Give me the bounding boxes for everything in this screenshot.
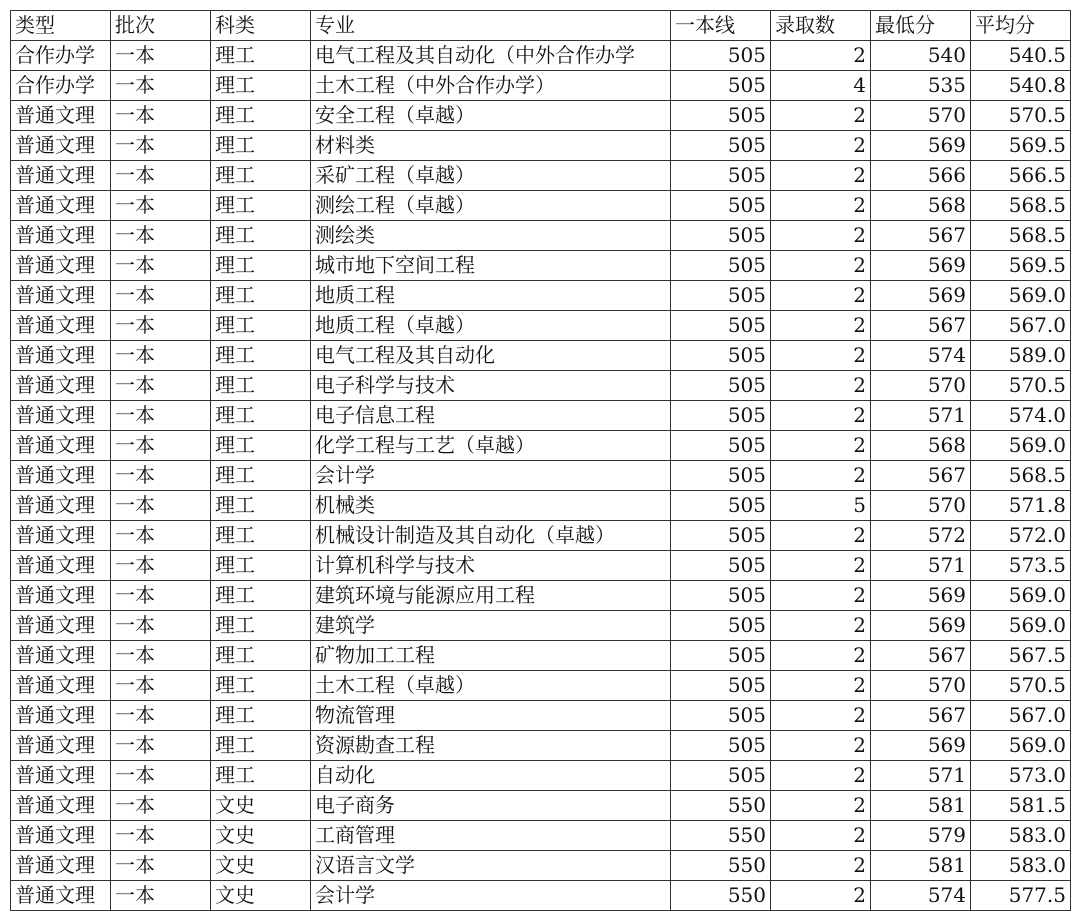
cell-first-tier-line: 505 [671, 221, 771, 251]
cell-admitted-count: 2 [771, 671, 871, 701]
cell-first-tier-line: 505 [671, 161, 771, 191]
cell-avg-score: 567.0 [971, 701, 1071, 731]
cell-first-tier-line: 505 [671, 431, 771, 461]
cell-avg-score: 573.0 [971, 761, 1071, 791]
cell-avg-score: 566.5 [971, 161, 1071, 191]
cell-admitted-count: 2 [771, 371, 871, 401]
cell-batch: 一本 [111, 851, 211, 881]
cell-admitted-count: 2 [771, 191, 871, 221]
cell-major: 自动化 [311, 761, 671, 791]
cell-admitted-count: 2 [771, 41, 871, 71]
cell-major: 电气工程及其自动化（中外合作办学 [311, 41, 671, 71]
header-batch: 批次 [111, 11, 211, 41]
cell-category: 理工 [211, 311, 311, 341]
cell-batch: 一本 [111, 881, 211, 911]
table-row [11, 641, 1071, 671]
cell-avg-score: 540.8 [971, 71, 1071, 101]
cell-category: 理工 [211, 131, 311, 161]
cell-batch: 一本 [111, 341, 211, 371]
cell-batch: 一本 [111, 491, 211, 521]
cell-admitted-count: 2 [771, 851, 871, 881]
cell-first-tier-line: 505 [671, 281, 771, 311]
cell-first-tier-line: 505 [671, 551, 771, 581]
cell-major: 测绘类 [311, 221, 671, 251]
table-row [11, 881, 1071, 911]
cell-avg-score: 581.5 [971, 791, 1071, 821]
cell-category: 理工 [211, 41, 311, 71]
cell-major: 土木工程（卓越） [311, 671, 671, 701]
cell-category: 理工 [211, 401, 311, 431]
cell-category: 理工 [211, 221, 311, 251]
cell-type: 普通文理 [11, 401, 111, 431]
cell-first-tier-line: 505 [671, 641, 771, 671]
cell-batch: 一本 [111, 161, 211, 191]
cell-category: 理工 [211, 491, 311, 521]
cell-avg-score: 570.5 [971, 671, 1071, 701]
cell-batch: 一本 [111, 251, 211, 281]
header-admitted-count: 录取数 [771, 11, 871, 41]
cell-min-score: 567 [871, 311, 971, 341]
cell-min-score: 581 [871, 791, 971, 821]
cell-major: 矿物加工工程 [311, 641, 671, 671]
cell-category: 理工 [211, 701, 311, 731]
cell-type: 普通文理 [11, 461, 111, 491]
cell-admitted-count: 2 [771, 521, 871, 551]
header-first-tier-line: 一本线 [671, 11, 771, 41]
cell-avg-score: 569.0 [971, 731, 1071, 761]
cell-batch: 一本 [111, 131, 211, 161]
cell-first-tier-line: 505 [671, 731, 771, 761]
cell-type: 合作办学 [11, 41, 111, 71]
table-row [11, 191, 1071, 221]
cell-min-score: 572 [871, 521, 971, 551]
table-row [11, 311, 1071, 341]
cell-avg-score: 568.5 [971, 461, 1071, 491]
cell-category: 理工 [211, 101, 311, 131]
cell-type: 普通文理 [11, 431, 111, 461]
table-row [11, 791, 1071, 821]
table-header-row [11, 11, 1071, 41]
cell-admitted-count: 2 [771, 221, 871, 251]
cell-major: 安全工程（卓越） [311, 101, 671, 131]
cell-avg-score: 570.5 [971, 371, 1071, 401]
cell-min-score: 567 [871, 461, 971, 491]
cell-min-score: 570 [871, 101, 971, 131]
table-row [11, 521, 1071, 551]
cell-type: 普通文理 [11, 851, 111, 881]
cell-first-tier-line: 550 [671, 821, 771, 851]
cell-major: 计算机科学与技术 [311, 551, 671, 581]
cell-avg-score: 569.0 [971, 281, 1071, 311]
cell-category: 理工 [211, 191, 311, 221]
cell-min-score: 571 [871, 401, 971, 431]
cell-batch: 一本 [111, 791, 211, 821]
cell-admitted-count: 2 [771, 731, 871, 761]
cell-batch: 一本 [111, 821, 211, 851]
cell-major: 机械类 [311, 491, 671, 521]
table-row [11, 131, 1071, 161]
cell-batch: 一本 [111, 281, 211, 311]
cell-batch: 一本 [111, 581, 211, 611]
table-row [11, 221, 1071, 251]
cell-admitted-count: 2 [771, 401, 871, 431]
cell-first-tier-line: 550 [671, 881, 771, 911]
cell-first-tier-line: 505 [671, 101, 771, 131]
table-row [11, 371, 1071, 401]
cell-major: 地质工程（卓越） [311, 311, 671, 341]
cell-min-score: 567 [871, 701, 971, 731]
table-row [11, 851, 1071, 881]
cell-type: 普通文理 [11, 341, 111, 371]
cell-avg-score: 569.5 [971, 251, 1071, 281]
table-row [11, 431, 1071, 461]
cell-major: 会计学 [311, 461, 671, 491]
cell-type: 普通文理 [11, 791, 111, 821]
cell-admitted-count: 2 [771, 101, 871, 131]
cell-type: 普通文理 [11, 251, 111, 281]
cell-type: 普通文理 [11, 551, 111, 581]
cell-batch: 一本 [111, 761, 211, 791]
cell-major: 测绘工程（卓越） [311, 191, 671, 221]
cell-type: 普通文理 [11, 221, 111, 251]
cell-type: 普通文理 [11, 581, 111, 611]
cell-min-score: 570 [871, 491, 971, 521]
cell-admitted-count: 4 [771, 71, 871, 101]
cell-category: 理工 [211, 581, 311, 611]
cell-category: 理工 [211, 731, 311, 761]
cell-major: 工商管理 [311, 821, 671, 851]
cell-type: 普通文理 [11, 731, 111, 761]
cell-first-tier-line: 550 [671, 791, 771, 821]
header-type: 类型 [11, 11, 111, 41]
cell-avg-score: 577.5 [971, 881, 1071, 911]
cell-admitted-count: 2 [771, 341, 871, 371]
cell-admitted-count: 2 [771, 581, 871, 611]
header-min-score: 最低分 [871, 11, 971, 41]
cell-min-score: 569 [871, 731, 971, 761]
table-row [11, 101, 1071, 131]
cell-batch: 一本 [111, 671, 211, 701]
cell-admitted-count: 5 [771, 491, 871, 521]
cell-major: 电子科学与技术 [311, 371, 671, 401]
cell-first-tier-line: 505 [671, 761, 771, 791]
cell-major: 机械设计制造及其自动化（卓越） [311, 521, 671, 551]
cell-type: 普通文理 [11, 491, 111, 521]
cell-batch: 一本 [111, 521, 211, 551]
cell-admitted-count: 2 [771, 431, 871, 461]
cell-type: 普通文理 [11, 191, 111, 221]
cell-category: 理工 [211, 461, 311, 491]
cell-category: 文史 [211, 821, 311, 851]
cell-category: 理工 [211, 431, 311, 461]
table-row [11, 551, 1071, 581]
cell-type: 普通文理 [11, 281, 111, 311]
cell-avg-score: 570.5 [971, 101, 1071, 131]
cell-major: 资源勘查工程 [311, 731, 671, 761]
cell-category: 理工 [211, 71, 311, 101]
cell-avg-score: 589.0 [971, 341, 1071, 371]
cell-category: 文史 [211, 881, 311, 911]
cell-first-tier-line: 550 [671, 851, 771, 881]
cell-batch: 一本 [111, 641, 211, 671]
cell-category: 理工 [211, 761, 311, 791]
cell-type: 普通文理 [11, 761, 111, 791]
cell-first-tier-line: 505 [671, 671, 771, 701]
cell-min-score: 571 [871, 761, 971, 791]
cell-major: 电气工程及其自动化 [311, 341, 671, 371]
cell-batch: 一本 [111, 401, 211, 431]
cell-avg-score: 571.8 [971, 491, 1071, 521]
cell-min-score: 540 [871, 41, 971, 71]
cell-first-tier-line: 505 [671, 251, 771, 281]
cell-batch: 一本 [111, 311, 211, 341]
cell-type: 普通文理 [11, 131, 111, 161]
cell-major: 土木工程（中外合作办学） [311, 71, 671, 101]
cell-avg-score: 574.0 [971, 401, 1071, 431]
cell-category: 理工 [211, 371, 311, 401]
cell-category: 理工 [211, 551, 311, 581]
table-row [11, 341, 1071, 371]
cell-category: 文史 [211, 791, 311, 821]
table-row [11, 461, 1071, 491]
cell-type: 普通文理 [11, 701, 111, 731]
cell-avg-score: 567.5 [971, 641, 1071, 671]
cell-min-score: 581 [871, 851, 971, 881]
cell-min-score: 574 [871, 341, 971, 371]
cell-first-tier-line: 505 [671, 371, 771, 401]
cell-batch: 一本 [111, 191, 211, 221]
cell-admitted-count: 2 [771, 551, 871, 581]
cell-avg-score: 568.5 [971, 191, 1071, 221]
cell-category: 理工 [211, 521, 311, 551]
cell-category: 理工 [211, 611, 311, 641]
cell-admitted-count: 2 [771, 461, 871, 491]
cell-min-score: 569 [871, 251, 971, 281]
cell-batch: 一本 [111, 461, 211, 491]
cell-admitted-count: 2 [771, 161, 871, 191]
cell-type: 普通文理 [11, 311, 111, 341]
cell-admitted-count: 2 [771, 881, 871, 911]
cell-first-tier-line: 505 [671, 461, 771, 491]
cell-category: 理工 [211, 671, 311, 701]
cell-first-tier-line: 505 [671, 341, 771, 371]
cell-first-tier-line: 505 [671, 191, 771, 221]
cell-batch: 一本 [111, 41, 211, 71]
table-row [11, 41, 1071, 71]
cell-min-score: 571 [871, 551, 971, 581]
cell-admitted-count: 2 [771, 791, 871, 821]
cell-avg-score: 569.0 [971, 581, 1071, 611]
cell-batch: 一本 [111, 431, 211, 461]
cell-admitted-count: 2 [771, 611, 871, 641]
cell-admitted-count: 2 [771, 701, 871, 731]
table-row [11, 611, 1071, 641]
cell-type: 普通文理 [11, 161, 111, 191]
cell-major: 建筑学 [311, 611, 671, 641]
cell-first-tier-line: 505 [671, 131, 771, 161]
table-row [11, 581, 1071, 611]
cell-batch: 一本 [111, 221, 211, 251]
table-row [11, 251, 1071, 281]
cell-min-score: 570 [871, 671, 971, 701]
cell-first-tier-line: 505 [671, 701, 771, 731]
table-row [11, 731, 1071, 761]
cell-type: 普通文理 [11, 671, 111, 701]
admission-scores-table [10, 10, 1071, 911]
cell-major: 地质工程 [311, 281, 671, 311]
cell-admitted-count: 2 [771, 821, 871, 851]
cell-admitted-count: 2 [771, 641, 871, 671]
cell-avg-score: 573.5 [971, 551, 1071, 581]
cell-type: 普通文理 [11, 611, 111, 641]
cell-min-score: 570 [871, 371, 971, 401]
cell-min-score: 568 [871, 191, 971, 221]
cell-min-score: 535 [871, 71, 971, 101]
cell-min-score: 569 [871, 611, 971, 641]
cell-avg-score: 569.0 [971, 431, 1071, 461]
cell-category: 理工 [211, 251, 311, 281]
cell-min-score: 567 [871, 221, 971, 251]
table-row [11, 761, 1071, 791]
cell-major: 建筑环境与能源应用工程 [311, 581, 671, 611]
cell-major: 采矿工程（卓越） [311, 161, 671, 191]
cell-admitted-count: 2 [771, 311, 871, 341]
cell-major: 材料类 [311, 131, 671, 161]
cell-min-score: 569 [871, 281, 971, 311]
cell-category: 理工 [211, 641, 311, 671]
cell-type: 普通文理 [11, 821, 111, 851]
table-row [11, 401, 1071, 431]
cell-major: 化学工程与工艺（卓越） [311, 431, 671, 461]
cell-avg-score: 568.5 [971, 221, 1071, 251]
cell-batch: 一本 [111, 101, 211, 131]
cell-first-tier-line: 505 [671, 401, 771, 431]
cell-batch: 一本 [111, 551, 211, 581]
cell-first-tier-line: 505 [671, 311, 771, 341]
cell-batch: 一本 [111, 701, 211, 731]
cell-avg-score: 540.5 [971, 41, 1071, 71]
cell-category: 理工 [211, 341, 311, 371]
header-major: 专业 [311, 11, 671, 41]
cell-min-score: 569 [871, 581, 971, 611]
cell-major: 物流管理 [311, 701, 671, 731]
cell-min-score: 568 [871, 431, 971, 461]
header-avg-score: 平均分 [971, 11, 1071, 41]
cell-avg-score: 569.0 [971, 611, 1071, 641]
cell-first-tier-line: 505 [671, 491, 771, 521]
cell-avg-score: 583.0 [971, 851, 1071, 881]
cell-type: 合作办学 [11, 71, 111, 101]
cell-major: 电子信息工程 [311, 401, 671, 431]
cell-first-tier-line: 505 [671, 611, 771, 641]
cell-admitted-count: 2 [771, 131, 871, 161]
cell-avg-score: 583.0 [971, 821, 1071, 851]
cell-first-tier-line: 505 [671, 41, 771, 71]
cell-type: 普通文理 [11, 881, 111, 911]
cell-min-score: 569 [871, 131, 971, 161]
table-row [11, 71, 1071, 101]
cell-category: 理工 [211, 161, 311, 191]
table-row [11, 281, 1071, 311]
cell-type: 普通文理 [11, 371, 111, 401]
header-category: 科类 [211, 11, 311, 41]
cell-category: 理工 [211, 281, 311, 311]
cell-major: 会计学 [311, 881, 671, 911]
cell-batch: 一本 [111, 371, 211, 401]
cell-first-tier-line: 505 [671, 71, 771, 101]
cell-major: 电子商务 [311, 791, 671, 821]
cell-batch: 一本 [111, 71, 211, 101]
cell-admitted-count: 2 [771, 251, 871, 281]
table-row [11, 821, 1071, 851]
table-row [11, 671, 1071, 701]
cell-type: 普通文理 [11, 641, 111, 671]
table-row [11, 701, 1071, 731]
cell-min-score: 579 [871, 821, 971, 851]
cell-min-score: 574 [871, 881, 971, 911]
cell-avg-score: 572.0 [971, 521, 1071, 551]
table-row [11, 491, 1071, 521]
cell-major: 城市地下空间工程 [311, 251, 671, 281]
cell-batch: 一本 [111, 731, 211, 761]
cell-first-tier-line: 505 [671, 581, 771, 611]
cell-admitted-count: 2 [771, 761, 871, 791]
cell-type: 普通文理 [11, 521, 111, 551]
cell-avg-score: 569.5 [971, 131, 1071, 161]
cell-admitted-count: 2 [771, 281, 871, 311]
cell-batch: 一本 [111, 611, 211, 641]
cell-avg-score: 567.0 [971, 311, 1071, 341]
cell-major: 汉语言文学 [311, 851, 671, 881]
cell-min-score: 566 [871, 161, 971, 191]
cell-first-tier-line: 505 [671, 521, 771, 551]
cell-min-score: 567 [871, 641, 971, 671]
cell-category: 文史 [211, 851, 311, 881]
table-row [11, 161, 1071, 191]
cell-type: 普通文理 [11, 101, 111, 131]
